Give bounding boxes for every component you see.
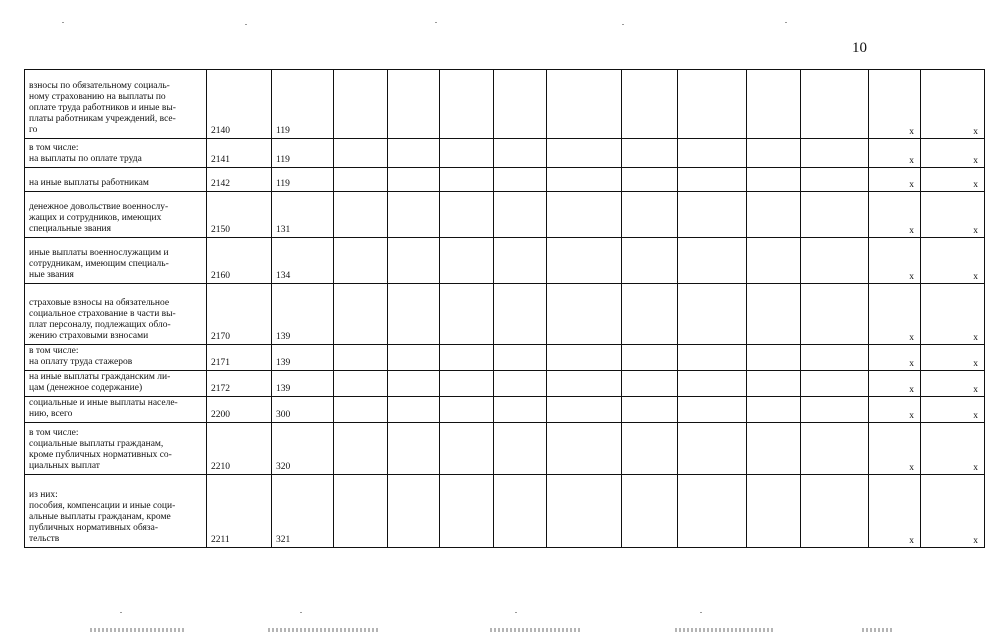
scan-dot	[62, 22, 64, 23]
scan-dot	[622, 24, 624, 25]
empty-cell	[801, 168, 869, 192]
x-mark-cell: x	[869, 423, 921, 475]
empty-cell	[334, 475, 388, 548]
empty-cell	[747, 238, 801, 284]
table-row	[25, 70, 985, 139]
empty-cell	[747, 345, 801, 371]
empty-cell	[388, 423, 440, 475]
scan-artifact	[268, 628, 380, 632]
row-description: страховые взносы на обязательное социальное страхование в части вы- плат персоналу, подлежащих обло- жению страховыми взносами	[25, 284, 207, 345]
empty-cell	[547, 238, 622, 284]
empty-cell	[622, 192, 678, 238]
empty-cell	[678, 192, 747, 238]
empty-cell	[801, 371, 869, 397]
row-description: на иные выплаты гражданским ли- цам (денежное содержание)	[25, 371, 207, 397]
empty-cell	[440, 397, 494, 423]
empty-cell	[494, 70, 547, 139]
empty-cell	[334, 397, 388, 423]
empty-cell	[334, 423, 388, 475]
empty-cell	[334, 284, 388, 345]
scan-artifact	[90, 628, 185, 632]
empty-cell	[494, 192, 547, 238]
empty-cell	[747, 139, 801, 168]
scan-dot	[245, 24, 247, 25]
table-body	[25, 70, 985, 548]
row-classification-code: 119	[272, 168, 334, 192]
table-row	[25, 345, 985, 371]
row-line-code: 2160	[207, 238, 272, 284]
empty-cell	[494, 423, 547, 475]
x-mark-cell: x	[921, 284, 985, 345]
empty-cell	[440, 371, 494, 397]
row-classification-code: 300	[272, 397, 334, 423]
empty-cell	[747, 284, 801, 345]
x-mark-cell: x	[869, 192, 921, 238]
table-row	[25, 238, 985, 284]
scan-dot	[120, 612, 122, 613]
empty-cell	[547, 345, 622, 371]
empty-cell	[801, 345, 869, 371]
empty-cell	[547, 168, 622, 192]
scan-dot	[300, 612, 302, 613]
empty-cell	[388, 345, 440, 371]
scan-dot	[785, 22, 787, 23]
empty-cell	[334, 238, 388, 284]
table-row	[25, 284, 985, 345]
x-mark-cell: x	[869, 397, 921, 423]
empty-cell	[801, 475, 869, 548]
empty-cell	[494, 168, 547, 192]
row-description: социальные и иные выплаты населе- нию, всего	[25, 397, 207, 423]
empty-cell	[678, 70, 747, 139]
empty-cell	[622, 345, 678, 371]
row-description: из них: пособия, компенсации и иные соци- альные выплаты гражданам, кроме публичных нормативных обяза- тельств	[25, 475, 207, 548]
empty-cell	[678, 475, 747, 548]
empty-cell	[801, 192, 869, 238]
row-description: в том числе: социальные выплаты гражданам, кроме публичных нормативных со- циальных выплат	[25, 423, 207, 475]
empty-cell	[547, 192, 622, 238]
row-description: взносы по обязательному социаль- ному страхованию на выплаты по оплате труда работников и иные вы- платы работникам учреждений, все- го	[25, 70, 207, 139]
empty-cell	[622, 423, 678, 475]
empty-cell	[440, 139, 494, 168]
empty-cell	[547, 139, 622, 168]
empty-cell	[622, 70, 678, 139]
empty-cell	[388, 371, 440, 397]
empty-cell	[388, 70, 440, 139]
x-mark-cell: x	[921, 423, 985, 475]
table-row	[25, 139, 985, 168]
empty-cell	[747, 423, 801, 475]
empty-cell	[440, 423, 494, 475]
empty-cell	[334, 192, 388, 238]
empty-cell	[494, 475, 547, 548]
x-mark-cell: x	[869, 345, 921, 371]
row-description: в том числе: на выплаты по оплате труда	[25, 139, 207, 168]
row-classification-code: 119	[272, 139, 334, 168]
empty-cell	[494, 238, 547, 284]
empty-cell	[440, 192, 494, 238]
empty-cell	[388, 192, 440, 238]
scan-artifact	[490, 628, 580, 632]
row-description: иные выплаты военнослужащим и сотрудникам, имеющим специаль- ные звания	[25, 238, 207, 284]
row-classification-code: 134	[272, 238, 334, 284]
row-line-code: 2141	[207, 139, 272, 168]
row-classification-code: 139	[272, 371, 334, 397]
empty-cell	[678, 139, 747, 168]
empty-cell	[678, 345, 747, 371]
x-mark-cell: x	[921, 139, 985, 168]
x-mark-cell: x	[921, 345, 985, 371]
empty-cell	[801, 70, 869, 139]
empty-cell	[801, 284, 869, 345]
x-mark-cell: x	[921, 475, 985, 548]
empty-cell	[388, 139, 440, 168]
table-row	[25, 168, 985, 192]
empty-cell	[547, 371, 622, 397]
empty-cell	[747, 397, 801, 423]
empty-cell	[622, 238, 678, 284]
table-row	[25, 397, 985, 423]
empty-cell	[334, 168, 388, 192]
empty-cell	[678, 423, 747, 475]
empty-cell	[494, 371, 547, 397]
empty-cell	[678, 168, 747, 192]
scan-artifact	[675, 628, 775, 632]
x-mark-cell: x	[869, 284, 921, 345]
empty-cell	[747, 475, 801, 548]
empty-cell	[547, 70, 622, 139]
empty-cell	[440, 284, 494, 345]
row-line-code: 2142	[207, 168, 272, 192]
table-row	[25, 423, 985, 475]
empty-cell	[334, 371, 388, 397]
empty-cell	[334, 70, 388, 139]
empty-cell	[334, 139, 388, 168]
x-mark-cell: x	[921, 192, 985, 238]
empty-cell	[440, 168, 494, 192]
empty-cell	[678, 238, 747, 284]
empty-cell	[388, 397, 440, 423]
empty-cell	[494, 397, 547, 423]
x-mark-cell: x	[869, 168, 921, 192]
empty-cell	[622, 397, 678, 423]
empty-cell	[801, 423, 869, 475]
empty-cell	[622, 139, 678, 168]
empty-cell	[622, 475, 678, 548]
x-mark-cell: x	[869, 371, 921, 397]
x-mark-cell: x	[869, 70, 921, 139]
table-row	[25, 192, 985, 238]
row-line-code: 2170	[207, 284, 272, 345]
scan-artifact	[862, 628, 892, 632]
row-line-code: 2200	[207, 397, 272, 423]
row-description: денежное довольствие военнослу- жащих и сотрудников, имеющих специальные звания	[25, 192, 207, 238]
empty-cell	[678, 397, 747, 423]
row-line-code: 2150	[207, 192, 272, 238]
scan-dot	[700, 612, 702, 613]
empty-cell	[388, 238, 440, 284]
empty-cell	[747, 371, 801, 397]
empty-cell	[678, 371, 747, 397]
empty-cell	[388, 475, 440, 548]
x-mark-cell: x	[921, 168, 985, 192]
table-row	[25, 371, 985, 397]
empty-cell	[440, 345, 494, 371]
empty-cell	[547, 475, 622, 548]
scan-dot	[515, 612, 517, 613]
x-mark-cell: x	[869, 139, 921, 168]
empty-cell	[801, 238, 869, 284]
row-line-code: 2140	[207, 70, 272, 139]
empty-cell	[747, 192, 801, 238]
empty-cell	[622, 371, 678, 397]
page-number: 10	[852, 40, 867, 56]
x-mark-cell: x	[869, 238, 921, 284]
x-mark-cell: x	[921, 371, 985, 397]
empty-cell	[494, 345, 547, 371]
empty-cell	[547, 423, 622, 475]
table-row	[25, 475, 985, 548]
x-mark-cell: x	[921, 397, 985, 423]
empty-cell	[334, 345, 388, 371]
empty-cell	[801, 397, 869, 423]
row-line-code: 2210	[207, 423, 272, 475]
report-table	[24, 69, 985, 548]
empty-cell	[678, 284, 747, 345]
row-classification-code: 321	[272, 475, 334, 548]
row-description: на иные выплаты работникам	[25, 168, 207, 192]
row-classification-code: 139	[272, 345, 334, 371]
row-classification-code: 131	[272, 192, 334, 238]
row-classification-code: 139	[272, 284, 334, 345]
row-classification-code: 320	[272, 423, 334, 475]
row-line-code: 2211	[207, 475, 272, 548]
empty-cell	[747, 168, 801, 192]
empty-cell	[547, 284, 622, 345]
row-line-code: 2172	[207, 371, 272, 397]
empty-cell	[440, 238, 494, 284]
empty-cell	[440, 70, 494, 139]
empty-cell	[440, 475, 494, 548]
empty-cell	[494, 139, 547, 168]
empty-cell	[388, 168, 440, 192]
empty-cell	[747, 70, 801, 139]
scan-dot	[435, 22, 437, 23]
empty-cell	[622, 284, 678, 345]
empty-cell	[388, 284, 440, 345]
row-classification-code: 119	[272, 70, 334, 139]
empty-cell	[622, 168, 678, 192]
empty-cell	[801, 139, 869, 168]
empty-cell	[547, 397, 622, 423]
empty-cell	[494, 284, 547, 345]
x-mark-cell: x	[921, 70, 985, 139]
x-mark-cell: x	[869, 475, 921, 548]
x-mark-cell: x	[921, 238, 985, 284]
row-description: в том числе: на оплату труда стажеров	[25, 345, 207, 371]
row-line-code: 2171	[207, 345, 272, 371]
